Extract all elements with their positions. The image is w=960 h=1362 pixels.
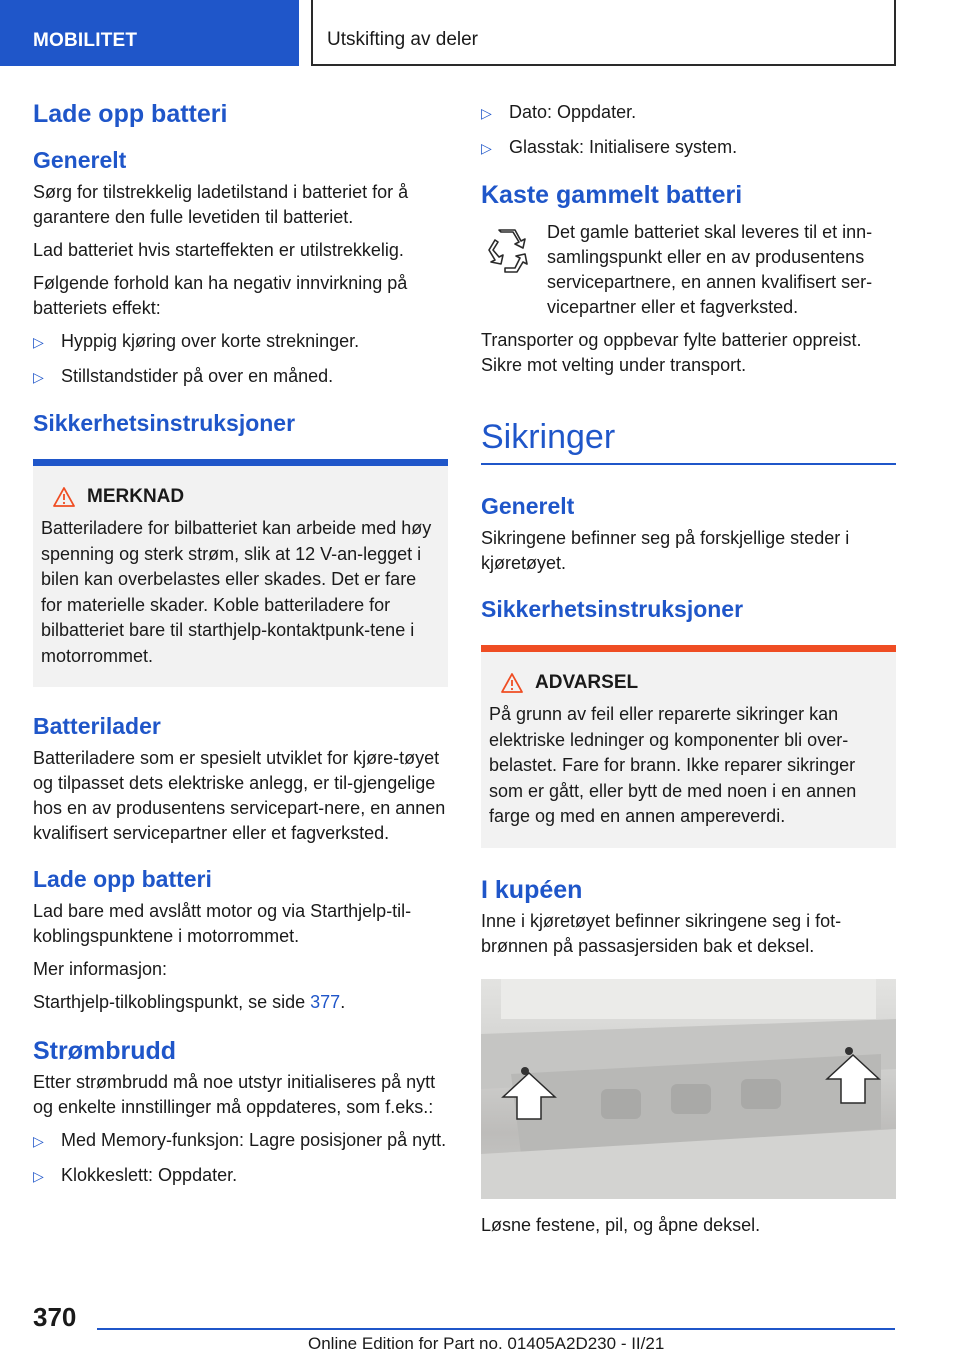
triangle-bullet-icon: ▷ bbox=[33, 1168, 44, 1184]
triangle-bullet-icon: ▷ bbox=[481, 105, 492, 121]
page-reference-link[interactable]: 377 bbox=[310, 992, 341, 1012]
paragraph: Lad batteriet hvis starteffekten er utilstrekkelig. bbox=[33, 240, 404, 260]
edition-note: Online Edition for Part no. 01405A2D230 - II/21 bbox=[308, 1334, 665, 1353]
fuse-cover-photo bbox=[481, 979, 896, 1199]
list-item: ▷ Hyppig kjøring over korte strekninger. bbox=[33, 329, 448, 355]
notice-text: På grunn av feil eller reparerte sikringer kan elektriske ledninger og komponenter bli over-belastet. Fare for brann. Ikke reparer sikringer som er gått, eller bytt de med noen i en annen farge og med en annen ampereverdi. bbox=[489, 704, 857, 826]
subheading-lade-opp-batteri: Lade opp batteri bbox=[33, 866, 212, 892]
paragraph: Følgende forhold kan ha negativ innvirkning på batteriets effekt: bbox=[33, 273, 408, 318]
subheading-generelt: Generelt bbox=[481, 493, 575, 519]
list-item: ▷ Med Memory-funksjon: Lagre posisjoner på nytt. bbox=[33, 1128, 448, 1154]
list-item: ▷ Klokkeslett: Oppdater. bbox=[33, 1163, 448, 1189]
section-title-kaste-gammelt-batteri: Kaste gammelt batteri bbox=[481, 181, 743, 209]
fuse-cover-illustration bbox=[481, 979, 896, 1199]
triangle-bullet-icon: ▷ bbox=[33, 369, 44, 385]
notice-title: MERKNAD bbox=[41, 466, 440, 516]
chapter-tab[interactable]: Utskifting av deler bbox=[311, 0, 896, 66]
notice-box-advarsel bbox=[481, 645, 896, 848]
paragraph: Etter strømbrudd må noe utstyr initialiseres på nytt og enkelte innstillinger må oppdateres, som f.eks.: bbox=[33, 1072, 436, 1117]
paragraph: Det gamle batteriet skal leveres til et inn-samlingspunkt eller en av produsentens servicepartnere, en annen kvalifisert ser-vicepartner eller et fagverksted. bbox=[547, 222, 873, 317]
subheading-batterilader: Batterilader bbox=[33, 713, 161, 739]
photo-caption: Løsne festene, pil, og åpne deksel. bbox=[481, 1214, 761, 1235]
subheading-sikkerhetsinstruksjoner: Sikkerhetsinstruksjoner bbox=[33, 410, 296, 436]
page-header bbox=[0, 0, 960, 66]
section-tab[interactable]: MOBILITET bbox=[0, 0, 299, 66]
notice-title: ADVARSEL bbox=[489, 652, 888, 702]
paragraph: Inne i kjøretøyet befinner sikringene seg i fot-brønnen på passasjersiden bak et deksel. bbox=[481, 910, 842, 956]
right-column bbox=[481, 100, 896, 1246]
page-number: 370 bbox=[33, 1302, 77, 1332]
subheading-generelt: Generelt bbox=[33, 147, 127, 173]
chapter-heading-sikringer bbox=[481, 418, 896, 465]
section-title-stromnbrudd: Strømbrudd bbox=[33, 1037, 177, 1065]
subheading-i-kupeen: I kupéen bbox=[481, 875, 583, 904]
triangle-bullet-icon: ▷ bbox=[33, 1133, 44, 1149]
notice-text: Batteriladere for bilbatteriet kan arbeide med høy spenning og sterk strøm, slik at 12 V-an-legget i bilen kan overbelastes eller skades. Det er fare for materielle skader. Koble batteriladere for bilbatteriet bare til starthjelp-kontaktpunk-tene i motorrommet. bbox=[41, 518, 432, 666]
list-item: ▷ Dato: Oppdater. bbox=[481, 100, 896, 126]
notice-box-merknad bbox=[33, 459, 448, 687]
list-item: ▷ Stillstandstider på over en måned. bbox=[33, 364, 448, 390]
paragraph: Sikringene befinner seg på forskjellige steder i kjøretøyet. bbox=[481, 528, 850, 573]
paragraph: Transporter og oppbevar fylte batterier oppreist. Sikre mot velting under transport. bbox=[481, 330, 862, 375]
footer-divider bbox=[97, 1328, 895, 1330]
left-column bbox=[33, 100, 448, 1198]
triangle-bullet-icon: ▷ bbox=[481, 140, 492, 156]
paragraph: Sørg for tilstrekkelig ladetilstand i batteriet for å garantere den fulle levetiden til batteriet. bbox=[33, 182, 409, 227]
warning-triangle-icon bbox=[489, 673, 535, 693]
chapter-title: Sikringer bbox=[481, 418, 616, 456]
list-item: ▷ Glasstak: Initialisere system. bbox=[481, 135, 896, 161]
paragraph: Mer informasjon: bbox=[33, 959, 168, 979]
recycle-icon bbox=[481, 220, 547, 320]
warning-triangle-icon bbox=[41, 487, 87, 507]
section-title-lade-opp-batteri: Lade opp batteri bbox=[33, 100, 228, 128]
paragraph: Lad bare med avslått motor og via Starthjelp-til-koblingspunktene i motorrommet. bbox=[33, 901, 412, 946]
triangle-bullet-icon: ▷ bbox=[33, 334, 44, 350]
paragraph: Batteriladere som er spesielt utviklet for kjøre-tøyet og tilpasset dets elektriske anlegg, er til-gjengelige hos en av produsentens servicepart-nere, en annen kvalifisert servicepartner eller et fagverksted. bbox=[33, 748, 446, 843]
recycle-notice bbox=[481, 220, 896, 320]
paragraph-with-link: Starthjelp-tilkoblingspunkt, se side 377. bbox=[33, 992, 346, 1012]
subheading-sikkerhetsinstruksjoner: Sikkerhetsinstruksjoner bbox=[481, 596, 744, 622]
